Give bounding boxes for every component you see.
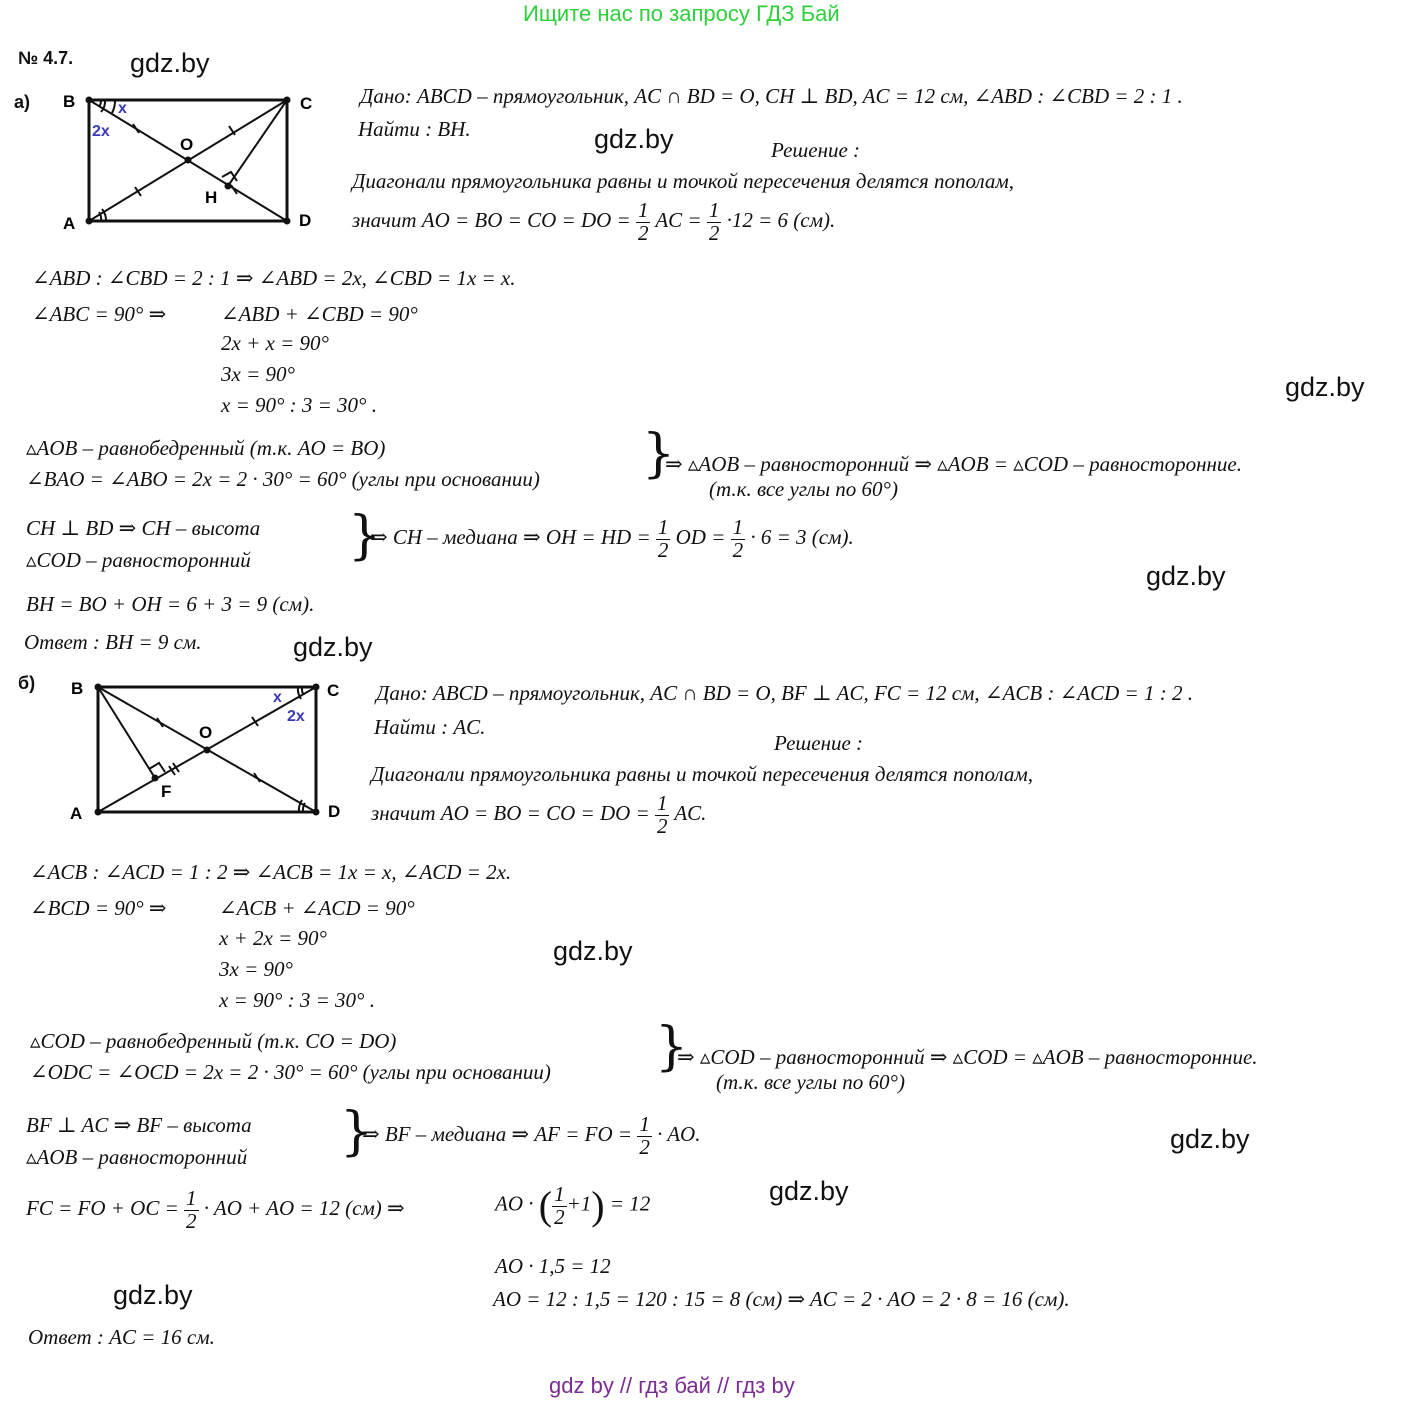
angle-label-x: x (273, 689, 282, 706)
watermark: gdz.by (1170, 1124, 1250, 1154)
watermark: gdz.by (1146, 561, 1226, 591)
vertex-b: B (71, 679, 84, 698)
vertex-a: A (70, 804, 83, 823)
figure-b-rectangle (65, 670, 355, 830)
vertex-c: C (300, 94, 313, 113)
text-line-a2: значит AO = BO = CO = DO = $\frac{1}{2}$ AC = $\frac{1}{2}$ ·12 = 6 (см). (352, 198, 836, 245)
ratio-a: ∠ABD : ∠CBD = 2 : 1 ⇒ ∠ABD = 2x, ∠CBD = 1x = x. (32, 266, 516, 290)
brace: } (655, 1017, 689, 1077)
ao-step: AO · 1,5 = 12 (495, 1254, 611, 1278)
h1-a: CH ⊥ BD ⇒ CH – высота (26, 516, 261, 540)
fc-equation: FC = FO + OC = $\frac{1}{2}$ · AO + AO = 12 (см) ⇒ (26, 1186, 405, 1233)
vertex-b: B (63, 92, 76, 111)
abc-b: ∠ABD + ∠CBD = 90° (221, 302, 418, 326)
eq3-a: x = 90° : 3 = 30° . (221, 393, 377, 417)
equi2-a: (т.к. все углы по 60°) (709, 477, 898, 501)
watermark: gdz.by (130, 48, 210, 78)
h2-a: ▵COD – равносторонний (26, 548, 251, 572)
vertex-d: D (328, 802, 341, 821)
header-banner: Ищите нас по запросу ГДЗ Бай (523, 1, 840, 26)
brace: } (340, 1102, 374, 1162)
solution-title-a: Решение : (771, 138, 861, 162)
watermark: gdz.by (113, 1280, 193, 1310)
text-line-a1: Диагонали прямоугольника равны и точкой пересечения делятся пополам, (352, 169, 1015, 193)
median-b: ⇒ BF – медиана ⇒ AF = FO = $\frac{1}{2}$ · AO. (362, 1112, 701, 1159)
eq1-b: x + 2x = 90° (219, 926, 327, 950)
tri1-b: ▵COD – равнобедренный (т.к. CO = DO) (30, 1029, 397, 1053)
bh-a: BH = BO + OH = 6 + 3 = 9 (см). (26, 592, 315, 616)
point-o: O (199, 723, 213, 742)
solution-title-b: Решение : (774, 731, 864, 755)
given-b: Дано: ABCD – прямоугольник, AC ∩ BD = O, BF ⊥ AC, FC = 12 см, ∠ACB : ∠ACD = 1 : 2 . (376, 681, 1193, 705)
text-line-b1: Диагонали прямоугольника равны и точкой пересечения делятся пополам, (371, 762, 1034, 786)
eq2-a: 3x = 90° (221, 362, 295, 386)
eq1-a: 2x + x = 90° (221, 331, 329, 355)
h1-b: BF ⊥ AC ⇒ BF – высота (26, 1113, 252, 1137)
given-a: Дано: ABCD – прямоугольник, AC ∩ BD = O, CH ⊥ BD, AC = 12 см, ∠ABD : ∠CBD = 2 : 1 . (360, 84, 1183, 108)
watermark: gdz.by (769, 1176, 849, 1206)
brace: } (642, 424, 676, 484)
angle-label-2x: 2x (287, 708, 305, 725)
bcd-b: ∠ACB + ∠ACD = 90° (219, 896, 415, 920)
watermark: gdz.by (594, 124, 674, 154)
tri1-a: ▵AOB – равнобедренный (т.к. AO = BO) (26, 436, 386, 460)
ao-equation: AO · ( $\frac{1}{2}$ +1) = 12 (495, 1181, 651, 1229)
equi2-b: (т.к. все углы по 60°) (716, 1070, 905, 1094)
answer-a: Ответ : BH = 9 см. (24, 630, 202, 654)
problem-number: № 4.7. (18, 48, 74, 68)
answer-b: Ответ : AC = 16 см. (28, 1325, 215, 1349)
find-b: Найти : AC. (374, 715, 486, 739)
tri2-a: ∠BAO = ∠ABO = 2x = 2 · 30° = 60° (углы при основании) (26, 467, 540, 491)
watermark: gdz.by (553, 936, 633, 966)
vertex-c: C (327, 681, 340, 700)
footer-links[interactable]: gdz by // гдз бай // гдз by (549, 1373, 795, 1398)
h2-b: ▵AOB – равносторонний (26, 1145, 248, 1169)
watermark: gdz.by (293, 632, 373, 662)
eq2-b: 3x = 90° (219, 957, 293, 981)
point-o: O (180, 135, 194, 154)
equi1-b: ⇒ ▵COD – равносторонний ⇒ ▵COD = ▵AOB – равносторонние. (677, 1045, 1258, 1069)
vertex-a: A (63, 214, 76, 233)
equi1-a: ⇒ ▵AOB – равносторонний ⇒ ▵AOB = ▵COD – равносторонние. (665, 452, 1242, 476)
figure-a-rectangle (55, 85, 330, 240)
part-a-label: а) (14, 92, 31, 112)
point-f: F (161, 782, 172, 801)
ratio-b: ∠ACB : ∠ACD = 1 : 2 ⇒ ∠ACB = 1x = x, ∠ACD = 2x. (30, 860, 512, 884)
find-a: Найти : BH. (358, 117, 471, 141)
eq3-b: x = 90° : 3 = 30° . (219, 988, 375, 1012)
brace: } (348, 506, 382, 566)
point-h: H (205, 188, 218, 207)
abc-a: ∠ABC = 90° ⇒ (32, 302, 167, 326)
vertex-d: D (299, 211, 312, 230)
tri2-b: ∠ODC = ∠OCD = 2x = 2 · 30° = 60° (углы при основании) (30, 1060, 551, 1084)
ao-result: AO = 12 : 1,5 = 120 : 15 = 8 (см) ⇒ AC = 2 · AO = 2 · 8 = 16 (см). (493, 1287, 1070, 1311)
bcd-a: ∠BCD = 90° ⇒ (30, 896, 167, 920)
angle-label-2x: 2x (92, 123, 110, 140)
median-a: ⇒ CH – медиана ⇒ OH = HD = $\frac{1}{2}$ OD = $\frac{1}{2}$ · 6 = 3 (см). (370, 515, 854, 562)
part-b-label: б) (18, 673, 36, 693)
watermark: gdz.by (1285, 372, 1365, 402)
text-line-b2: значит AO = BO = CO = DO = $\frac{1}{2}$ AC. (371, 791, 707, 838)
angle-label-x: x (118, 100, 127, 117)
